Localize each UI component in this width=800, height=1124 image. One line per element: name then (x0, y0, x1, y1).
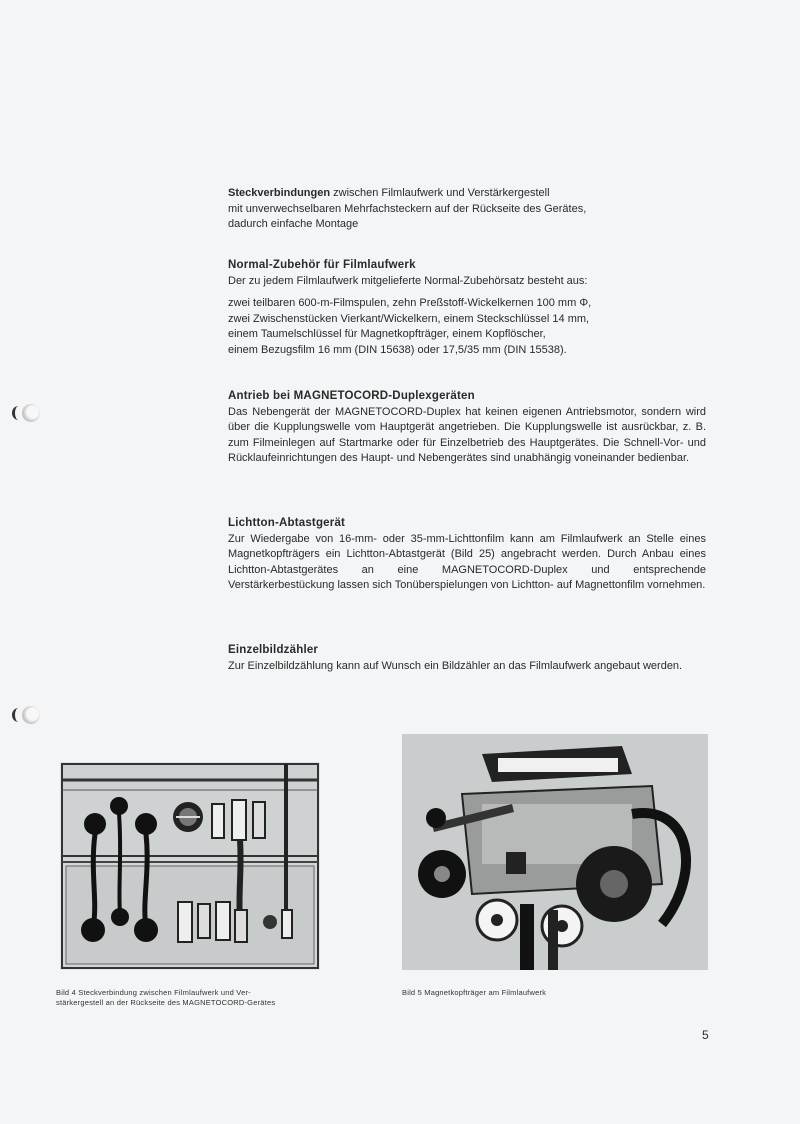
zubehoer-intro: Der zu jedem Filmlaufwerk mitgelieferte Normal-Zubehörsatz besteht aus: (228, 274, 588, 287)
antrieb-heading: Antrieb bei MAGNETOCORD-Duplexgeräten (228, 390, 475, 402)
figure-bild4-caption (56, 988, 326, 1008)
antrieb-text: Das Nebengerät der MAGNETOCORD-Duplex hat keinen eigenen Antriebsmotor, sondern wird über die Kupplungswelle vom Hauptgerät angetrieben. Die Kupplungswelle ist ausrückbar, z. B. zum Filmeinlegen auf Startmarke oder für Einzelbetrieb des Hauptgerätes. Die Schnell-Vor- und Rücklaufeinrichtungen des Haupt- und Nebengerätes sind unabhängig voneinander bedienbar. (228, 405, 706, 464)
steck-line-2: dadurch einfache Montage (228, 218, 359, 230)
zubehoer-line-3: einem Taumelschlüssel für Magnetkopfträger, einem Kopflöscher, (228, 328, 546, 340)
figure-bild4-caption-line-2: stärkergestell an der Rückseite des MAGNETOCORD-Gerätes (56, 998, 276, 1007)
lichtton-heading: Lichtton-Abtastgerät (228, 517, 346, 529)
zubehoer-heading: Normal-Zubehör für Filmlaufwerk (228, 259, 416, 271)
steck-line-1: mit unverwechselbaren Mehrfachsteckern auf der Rückseite des Gerätes, (228, 202, 587, 215)
punch-hole-top-shadow (12, 406, 25, 420)
page-number: 5 (702, 1028, 709, 1042)
steck-lead (228, 186, 706, 202)
section-einzelbild (228, 643, 706, 674)
figure-bild5-caption: Bild 5 Magnetkopfträger am Filmlaufwerk (402, 988, 547, 997)
section-zubehoer (228, 258, 706, 358)
figure-bild4-caption-line-1: Bild 4 Steckverbindung zwischen Filmlaufwerk und Ver- (56, 988, 251, 997)
section-antrieb (228, 389, 706, 467)
steck-lead-bold: Steckverbindungen (228, 187, 331, 199)
section-steckverbindungen (228, 186, 706, 233)
section-lichtton (228, 516, 706, 594)
einzelbild-heading: Einzelbildzähler (228, 644, 319, 656)
zubehoer-line-1: zwei teilbaren 600-m-Filmspulen, zehn Preßstoff-Wickelkernen 100 mm Φ, (228, 297, 592, 309)
punch-hole-bottom-shadow (12, 708, 25, 722)
zubehoer-line-4: einem Bezugsfilm 16 mm (DIN 15638) oder 17,5/35 mm (DIN 15538). (228, 343, 567, 356)
steck-lead-rest: zwischen Filmlaufwerk und Verstärkergestell (330, 187, 550, 199)
figure-bild4-photo (60, 762, 320, 970)
einzelbild-text: Zur Einzelbildzählung kann auf Wunsch ein Bildzähler an das Filmlaufwerk angebaut werden. (228, 659, 683, 672)
zubehoer-line-2: zwei Zwischenstücken Vierkant/Wickelkern, einem Steckschlüssel 14 mm, (228, 312, 590, 325)
lichtton-text: Zur Wiedergabe von 16-mm- oder 35-mm-Lichttonfilm kann am Filmlaufwerk an Stelle eines Magnetkopfträgers ein Lichtton-Abtastgerät (Bild 25) angebracht werden. Durch Anbau eines Lichtton-Abtastgerätes an eine MAGNETOCORD-Duplex und entsprechende Verstärkerbestückung lassen sich Tonüberspielungen von Lichtton- auf Magnettonfilm vornehmen. (228, 532, 706, 591)
figure-bild5-photo (402, 734, 708, 970)
